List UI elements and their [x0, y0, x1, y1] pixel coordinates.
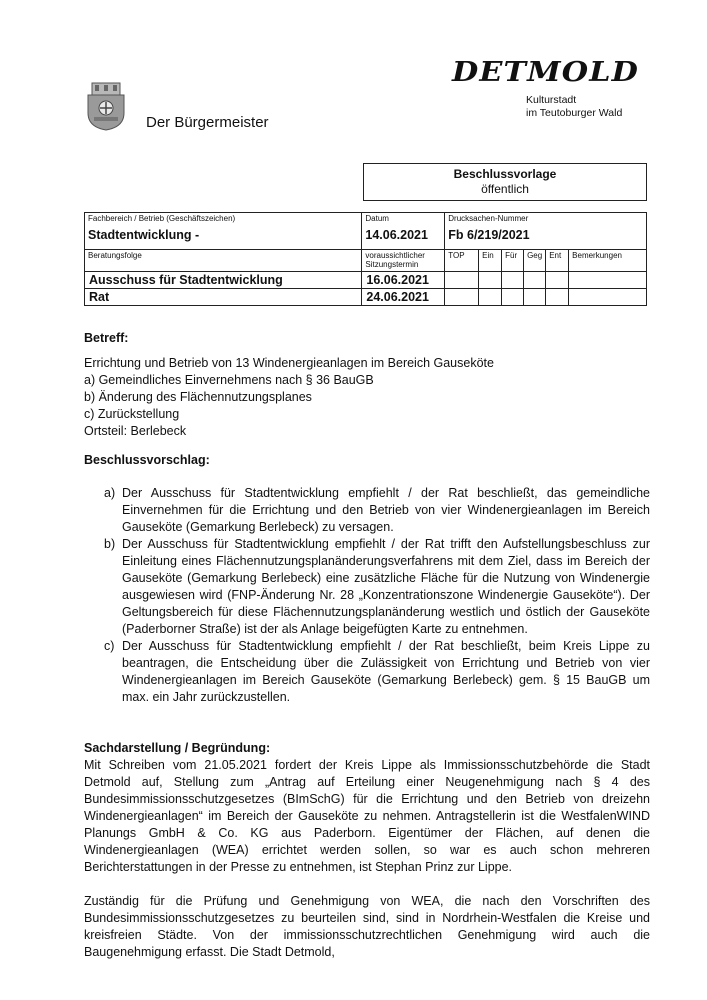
- sachdarstellung-para1: Mit Schreiben vom 21.05.2021 fordert der Kreis Lippe als Immissionsschutzbehörde die Stadt Detmold auf, Stellung zum „Antrag auf Erteilung einer Neugenehmigung nach § 4 des Bundesimmissionsschutzgesetzes (BImSchG) für die Errichtung und den Betrieb von dreizehn Windenergieanlagen“ im Bereich der Gauseköte zu nehmen. Antragstellerin ist die WestfalenWIND Planungs GmbH & Co. KG aus Paderborn. Eigentümer der Flächen, auf denen die Windenergieanlagen (WEA) errichtet werden sollen, so war es auch schon mehreren Berichterstattungen in der Presse zu entnehmen, ist Stephan Prinz zur Lippe.: [84, 758, 650, 874]
- fachbereich-value: Stadtentwicklung -: [88, 228, 200, 242]
- list-item-text: Der Ausschuss für Stadtentwicklung empfiehlt / der Rat beschließt, beim Kreis Lippe zu beantragen, die Entscheidung über die Zulässigkeit von Errichtung und Betrieb von vier Windenergieanlagen im Bereich Gauseköte (Gemarkung Berlebeck) gem. § 15 BauGB um max. ein Jahr zurückzustellen.: [122, 639, 650, 704]
- sachdarstellung-section: [84, 740, 650, 961]
- drucksache-label: Drucksachen-Nummer: [448, 214, 529, 223]
- list-marker: a): [104, 486, 116, 500]
- list-item-text: Der Ausschuss für Stadtentwicklung empfiehlt / der Rat trifft den Aufstellungsbeschluss zur Einleitung eines Flächennutzungsplanänderungsverfahrens mit dem Ziel, dass im Bereich der Gauseköte (Gemarkung Berlebeck) eine zusätzliche Fläche für die Nutzung von Windenergie ausgewiesen wird (FNP-Änderung Nr. 28 „Konzentrationszone Windenergie Gauseköte“). Der Geltungsbereich für diese Flächennutzungsplanänderung westlich und östlich der Gauseköte (Paderborner Straße) ist der als Anlage beigefügten Karte zu entnehmen.: [122, 537, 650, 636]
- meta-table: [84, 212, 647, 306]
- geg-label: Geg: [524, 250, 546, 272]
- termin-cell: 16.06.2021: [362, 272, 445, 289]
- coat-of-arms-icon: [86, 81, 126, 131]
- logo-tagline-line1: Kulturstadt: [526, 94, 577, 106]
- table-row: [85, 272, 647, 289]
- beschluss-heading: [84, 452, 654, 469]
- list-item-text: Der Ausschuss für Stadtentwicklung empfiehlt / der Rat beschließt, das gemeindliche Einvernehmen für die Errichtung und den Betrieb von vier Windenergieanlagen im Bereich Gauseköte (Gemarkung Berlebeck) zu versagen.: [122, 486, 650, 534]
- beratungsfolge-label: Beratungsfolge: [85, 250, 362, 272]
- beschluss-heading-text: Beschlussvorschlag:: [84, 453, 210, 467]
- fachbereich-cell: [85, 213, 362, 250]
- datum-value: 14.06.2021: [365, 228, 428, 242]
- betreff-line: Errichtung und Betrieb von 13 Windenergieanlagen im Bereich Gauseköte: [84, 356, 494, 370]
- termin-cell: 24.06.2021: [362, 289, 445, 306]
- list-marker: c): [104, 639, 115, 653]
- list-item: [84, 536, 650, 638]
- list-item: [84, 485, 650, 536]
- betreff-section: [84, 330, 654, 440]
- logo-tagline: [526, 94, 622, 120]
- bemerkungen-label: Bemerkungen: [569, 250, 647, 272]
- sitzungstermin-label: voraussichtlicher Sitzungstermin: [362, 250, 445, 272]
- betreff-line: Ortsteil: Berlebeck: [84, 424, 187, 438]
- betreff-line: b) Änderung des Flächennutzungsplanes: [84, 390, 312, 404]
- logo-tagline-line2: im Teutoburger Wald: [526, 107, 623, 119]
- document-type-title: Beschlussvorlage: [453, 167, 557, 181]
- document-visibility: öffentlich: [481, 182, 529, 196]
- list-item: [84, 638, 650, 706]
- ent-label: Ent: [546, 250, 569, 272]
- fuer-label: Für: [502, 250, 524, 272]
- fachbereich-label: Fachbereich / Betrieb (Geschäftszeichen): [88, 214, 236, 223]
- datum-label: Datum: [365, 214, 389, 223]
- gremium-cell: Ausschuss für Stadtentwicklung: [85, 272, 362, 289]
- beschluss-list: [84, 485, 650, 706]
- drucksache-value: Fb 6/219/2021: [448, 228, 530, 242]
- betreff-line: a) Gemeindliches Einvernehmens nach § 36 BauGB: [84, 373, 374, 387]
- list-marker: b): [104, 537, 116, 551]
- sachdarstellung-heading: Sachdarstellung / Begründung:: [84, 741, 271, 755]
- top-label: TOP: [445, 250, 479, 272]
- logo-wordmark: DETMOLD: [452, 57, 639, 88]
- table-row: [85, 289, 647, 306]
- document-type-box: [363, 163, 647, 201]
- betreff-line: c) Zurückstellung: [84, 407, 180, 421]
- detmold-logo: [452, 57, 652, 127]
- datum-cell: [362, 213, 445, 250]
- drucksache-cell: [445, 213, 647, 250]
- gremium-cell: Rat: [85, 289, 362, 306]
- mayor-title: Der Bürgermeister: [146, 114, 269, 131]
- sachdarstellung-para2: Zuständig für die Prüfung und Genehmigung von WEA, die nach den Vorschriften des Bundesimmissionsschutzgesetzes zu beurteilen sind, sind in Nordrhein-Westfalen die Kreise und kreisfreien Städte. Von der immissionsschutzrechtlichen Genehmigung wird auch die Baugenehmigung erfasst. Die Stadt Detmold,: [84, 894, 650, 959]
- ein-label: Ein: [479, 250, 502, 272]
- betreff-heading: Betreff:: [84, 331, 129, 345]
